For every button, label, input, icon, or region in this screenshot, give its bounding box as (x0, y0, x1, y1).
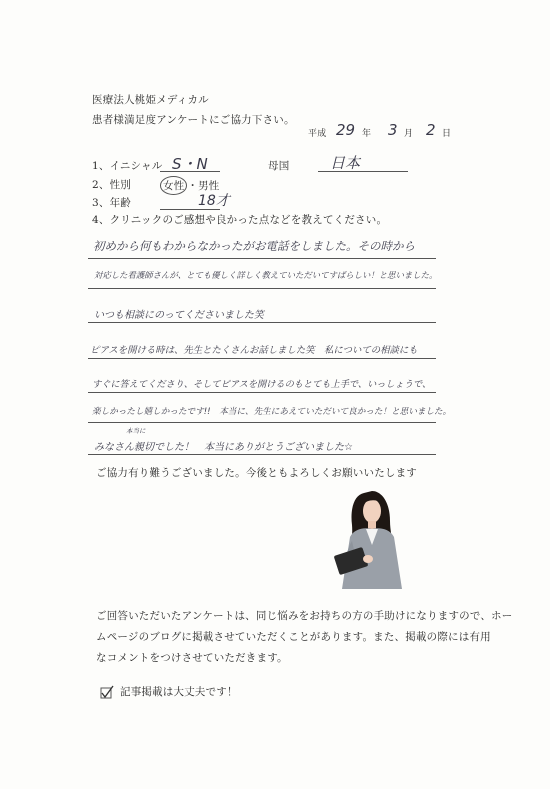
comment-rule-3 (88, 322, 436, 323)
thanks-message: ご協力有り難うございました。今後ともよろしくお願いいたします (96, 467, 417, 479)
consent-row (100, 684, 238, 699)
gender-female-option[interactable]: 女性 (160, 176, 187, 195)
age-underline (160, 209, 220, 210)
date-year: 29 (336, 121, 356, 139)
comment-line-4: ピアスを開ける時は、先生とたくさんお話しました笑 私についての相談にも (90, 345, 418, 356)
survey-request: 患者様満足度アンケートにご協力下さい。 (92, 114, 295, 126)
age-value: 18才 (198, 193, 230, 209)
date-day: 2 (426, 121, 436, 139)
comment-rule-7 (88, 454, 436, 455)
comment-line-7: みなさん親切でした！ 本当にありがとうございました☆ (94, 442, 353, 453)
staff-photo (328, 485, 420, 597)
comment-line-1: 初めから何もわからなかったがお電話をしました。その時から (93, 239, 415, 253)
comment-line-3: いつも相談にのってくださいました笑 (94, 310, 264, 321)
comment-rule-6 (88, 422, 436, 423)
comment-annotation: 本当に (126, 427, 146, 435)
date-day-unit: 日 (442, 129, 452, 139)
comment-line-5: すぐに答えてくださり、そしてピアスを開けるのもとても上手で、いっしょうで、 (92, 379, 432, 390)
date-month: 3 (388, 121, 398, 139)
impressions-question: 4、クリニックのご感想や良かった点などを教えてください。 (92, 214, 388, 226)
consent-label: 記事掲載は大丈夫です！ (120, 686, 238, 698)
comments-area (88, 232, 528, 464)
publication-notice (96, 606, 512, 669)
consent-checkbox-icon[interactable] (100, 685, 114, 699)
date-month-unit: 月 (404, 129, 414, 139)
org-name: 医療法人桃姫メディカル (92, 94, 209, 106)
initials-underline (160, 171, 220, 172)
comment-rule-4 (88, 358, 436, 359)
comment-rule-2 (88, 288, 436, 289)
comment-rule-1 (88, 258, 436, 259)
notice-line-3: なコメントをつけさせていただきます。 (96, 652, 288, 664)
comment-rule-5 (88, 392, 436, 393)
country-value: 日本 (330, 154, 361, 172)
initials-value: S・N (172, 155, 208, 173)
date-year-unit: 年 (362, 129, 372, 139)
gender-separator: ・ (187, 180, 199, 192)
comment-line-2: 対応した看護師さんが、とても優しく詳しく教えていただいてすばらしい！と思いました。 (94, 270, 438, 280)
notice-line-1: ご回答いただいたアンケートは、同じ悩みをお持ちの方の手助けになりますので、ホー (96, 610, 513, 622)
initials-label: 1、イニシャル (92, 160, 163, 172)
gender-male-option[interactable]: 男性 (198, 180, 220, 192)
country-underline (318, 171, 408, 172)
comment-line-6: 楽しかったし嬉しかったです!! 本当に、先生にあえていただいて良かった！と思いました。 (92, 407, 452, 417)
date-era: 平成 (308, 129, 327, 139)
country-label: 母国 (268, 160, 290, 172)
gender-label: 2、性別 (92, 179, 131, 191)
notice-line-2: ムページのブログに掲載させていただくことがあります。また、掲載の際には有用 (96, 631, 491, 643)
age-label: 3、年齢 (92, 197, 131, 209)
